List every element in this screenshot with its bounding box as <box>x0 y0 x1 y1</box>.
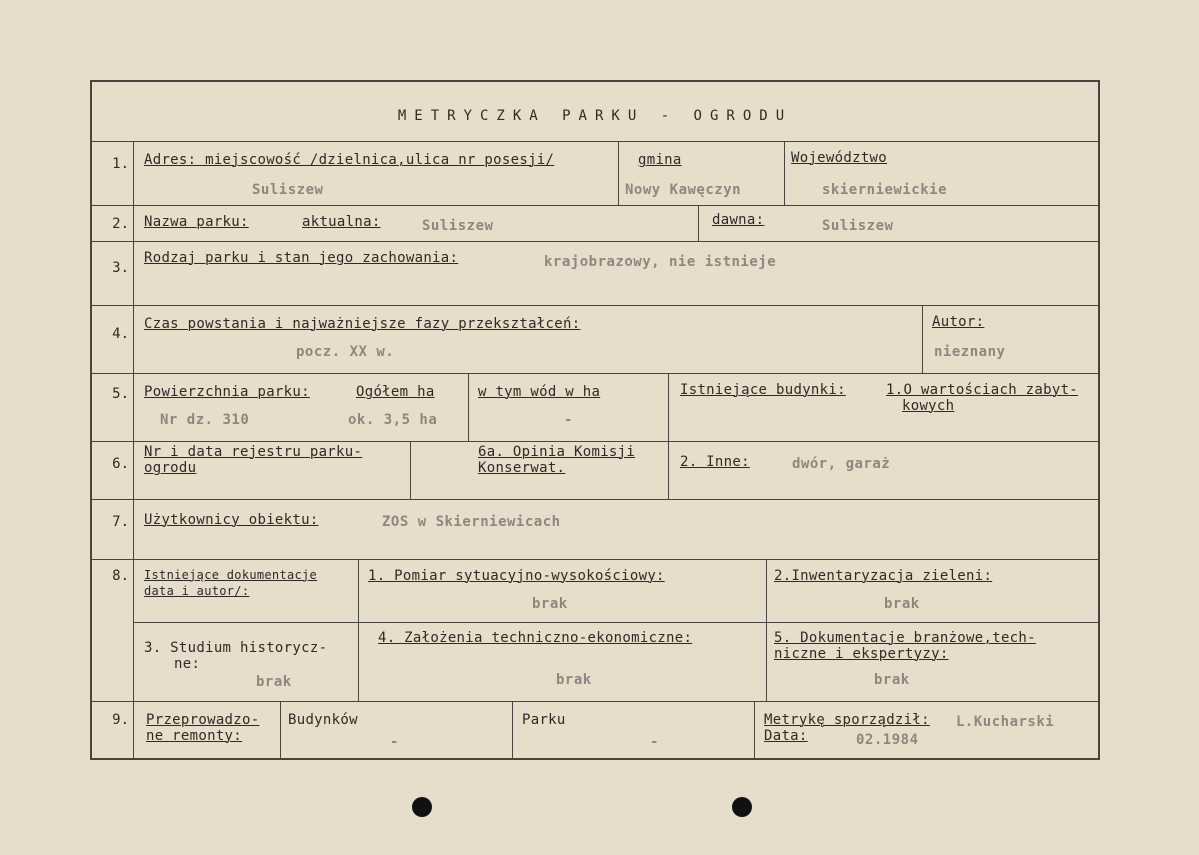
author-value: nieznany <box>934 344 1006 360</box>
former-name-label: dawna: <box>712 212 765 228</box>
historical-study-value: brak <box>256 674 292 690</box>
divider <box>134 622 1098 623</box>
divider <box>512 702 513 758</box>
divider <box>410 442 411 499</box>
row-park-name <box>92 206 1098 242</box>
register-label: Nr i data rejestru parku- <box>144 444 363 460</box>
water-area-value: - <box>564 412 573 428</box>
technical-assumptions-value: brak <box>556 672 592 688</box>
park-name-label: Nazwa parku: <box>144 214 249 230</box>
current-name-label: aktualna: <box>302 214 381 230</box>
origin-value: pocz. XX w. <box>296 344 395 360</box>
prepared-by-label: Metrykę sporządził: <box>764 712 930 728</box>
row-origin <box>92 306 1098 374</box>
row-users <box>92 500 1098 560</box>
industry-docs-label-cont: niczne i ekspertyzy: <box>774 646 949 662</box>
row-number: 4. <box>112 326 129 342</box>
row-number-cell <box>92 560 134 701</box>
row-number-cell <box>92 702 134 758</box>
current-name-value: Suliszew <box>422 218 494 234</box>
document-title: METRYCZKA PARKU - OGRODU <box>397 108 793 124</box>
title-row <box>92 82 1098 142</box>
park-renovation-value: - <box>650 734 659 750</box>
buildings-historic-label: 1.O wartościach zabyt- <box>886 382 1079 398</box>
renovations-label-cont: ne remonty: <box>146 728 243 744</box>
origin-label: Czas powstania i najważniejsze fazy przekształceń: <box>144 316 581 332</box>
other-buildings-label: 2. Inne: <box>680 454 750 470</box>
row-number-cell <box>92 500 134 559</box>
users-value: ZOS w Skierniewicach <box>382 514 561 530</box>
row-number: 9. <box>112 712 129 728</box>
park-record-card <box>90 80 1100 760</box>
prepared-by-value: L.Kucharski <box>956 714 1055 730</box>
row-address <box>92 142 1098 206</box>
row-documentation <box>92 560 1098 702</box>
historical-study-label: 3. Studium historycz- <box>144 640 328 656</box>
divider <box>766 560 767 701</box>
divider <box>754 702 755 758</box>
industry-docs-value: brak <box>874 672 910 688</box>
row-number: 2. <box>112 216 129 232</box>
divider <box>784 142 785 205</box>
row-renovations <box>92 702 1098 758</box>
divider <box>698 206 699 241</box>
buildings-renovation-label: Budynków <box>288 712 358 728</box>
divider <box>358 560 359 701</box>
address-label: Adres: miejscowość /dzielnica,ulica nr posesji/ <box>144 152 555 168</box>
divider <box>280 702 281 758</box>
voivodeship-label: Województwo <box>791 150 888 166</box>
park-type-value: krajobrazowy, nie istnieje <box>544 254 777 270</box>
punch-hole-left <box>412 797 432 817</box>
row-number-cell <box>92 206 134 241</box>
row-number-cell <box>92 306 134 373</box>
buildings-renovation-value: - <box>390 734 399 750</box>
date-value: 02.1984 <box>856 732 919 748</box>
gmina-value: Nowy Kawęczyn <box>625 182 742 198</box>
row-number: 7. <box>112 514 129 530</box>
greenery-inventory-label: 2.Inwentaryzacja zieleni: <box>774 568 993 584</box>
row-number: 8. <box>112 568 129 584</box>
divider <box>468 374 469 441</box>
documentation-label: Istniejące dokumentacje <box>144 568 318 582</box>
industry-docs-label: 5. Dokumentacje branżowe,tech- <box>774 630 1036 646</box>
park-type-label: Rodzaj parku i stan jego zachowania: <box>144 250 459 266</box>
row-area <box>92 374 1098 442</box>
divider <box>668 374 669 441</box>
commission-opinion-label: 6a. Opinia Komisji <box>478 444 636 460</box>
register-label-cont: ogrodu <box>144 460 197 476</box>
total-ha-value: ok. 3,5 ha <box>348 412 438 428</box>
row-number: 3. <box>112 260 129 276</box>
address-value: Suliszew <box>252 182 324 198</box>
park-renovation-label: Parku <box>522 712 566 728</box>
survey-value: brak <box>532 596 568 612</box>
users-label: Użytkownicy obiektu: <box>144 512 319 528</box>
row-register <box>92 442 1098 500</box>
buildings-historic-label-cont: kowych <box>902 398 955 414</box>
row-number: 1. <box>112 156 129 172</box>
buildings-label: Istniejące budynki: <box>680 382 846 398</box>
row-number-cell <box>92 442 134 499</box>
commission-opinion-label-cont: Konserwat. <box>478 460 566 476</box>
documentation-label-cont: data i autor/: <box>144 584 250 598</box>
technical-assumptions-label: 4. Założenia techniczno-ekonomiczne: <box>378 630 693 646</box>
greenery-inventory-value: brak <box>884 596 920 612</box>
row-number-cell <box>92 242 134 305</box>
row-number-cell <box>92 374 134 441</box>
former-name-value: Suliszew <box>822 218 894 234</box>
gmina-label: gmina <box>638 152 682 168</box>
plot-number-value: Nr dz. 310 <box>160 412 250 428</box>
survey-label: 1. Pomiar sytuacyjno-wysokościowy: <box>368 568 665 584</box>
area-label: Powierzchnia parku: <box>144 384 310 400</box>
divider <box>922 306 923 373</box>
punch-hole-right <box>732 797 752 817</box>
renovations-label: Przeprowadzo- <box>146 712 260 728</box>
row-number: 6. <box>112 456 129 472</box>
row-number-cell <box>92 142 134 205</box>
divider <box>668 442 669 499</box>
divider <box>618 142 619 205</box>
date-label: Data: <box>764 728 808 744</box>
voivodeship-value: skierniewickie <box>822 182 948 198</box>
other-buildings-value: dwór, garaż <box>792 456 891 472</box>
total-ha-label: Ogółem ha <box>356 384 435 400</box>
water-area-label: w tym wód w ha <box>478 384 601 400</box>
row-number: 5. <box>112 386 129 402</box>
historical-study-label-cont: ne: <box>174 656 201 672</box>
author-label: Autor: <box>932 314 985 330</box>
row-park-type <box>92 242 1098 306</box>
